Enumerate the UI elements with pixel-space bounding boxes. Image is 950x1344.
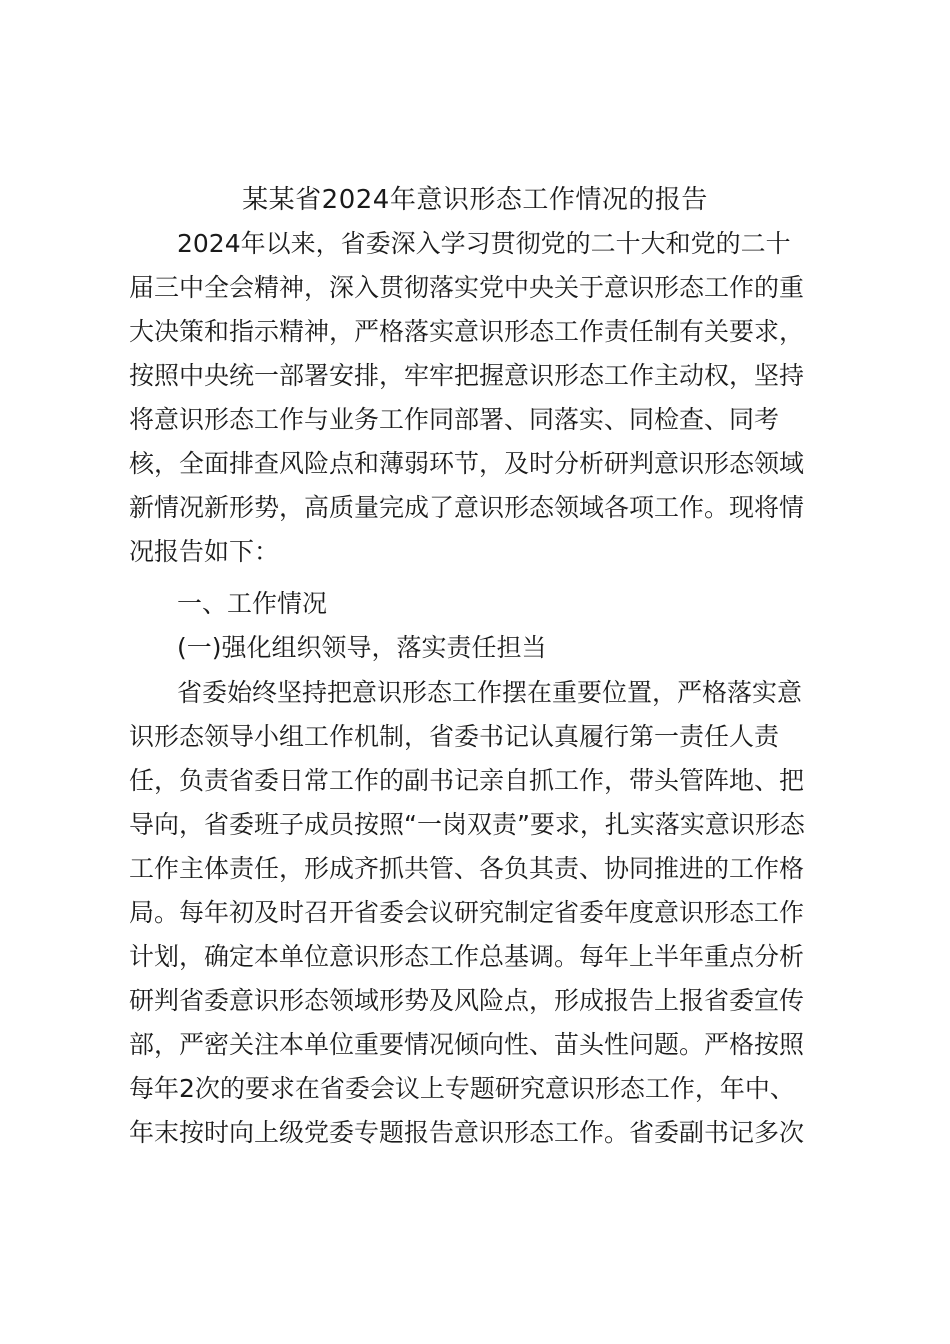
body-line-8: 况报告如下： <box>129 537 280 566</box>
body-line-1: 2024年以来，省委深入学习贯彻党的二十大和党的二十 <box>177 229 791 258</box>
body-line-6: 核，全面排查风险点和薄弱环节，及时分析研判意识形态领域 <box>129 449 805 478</box>
body-line-17: 计划，确定本单位意识形态工作总基调。每年上半年重点分析 <box>129 942 805 971</box>
body-line-12: 识形态领导小组工作机制，省委书记认真履行第一责任人责 <box>129 722 780 751</box>
body-line-4: 按照中央统一部署安排，牢牢把握意识形态工作主动权，坚持 <box>129 361 805 390</box>
section-heading: 一、工作情况 <box>177 589 328 618</box>
body-line-3: 大决策和指示精神，严格落实意识形态工作责任制有关要求， <box>129 317 805 346</box>
body-line-5: 将意识形态工作与业务工作同部署、同落实、同检查、同考 <box>129 405 780 434</box>
body-line-16: 局。每年初及时召开省委会议研究制定省委年度意识形态工作 <box>129 898 805 927</box>
document-title: 某某省2024年意识形态工作情况的报告 <box>242 185 708 215</box>
subsection-heading: (一)强化组织领导，落实责任担当 <box>177 633 547 662</box>
body-line-7: 新情况新形势，高质量完成了意识形态领域各项工作。现将情 <box>129 493 805 522</box>
body-line-21: 年末按时向上级党委专题报告意识形态工作。省委副书记多次 <box>129 1118 805 1147</box>
body-line-19: 部，严密关注本单位重要情况倾向性、苗头性问题。严格按照 <box>129 1030 805 1059</box>
body-line-2: 届三中全会精神，深入贯彻落实党中央关于意识形态工作的重 <box>129 273 805 302</box>
body-line-11: 省委始终坚持把意识形态工作摆在重要位置，严格落实意 <box>177 678 803 707</box>
body-line-18: 研判省委意识形态领域形势及风险点，形成报告上报省委宣传 <box>129 986 805 1015</box>
body-line-15: 工作主体责任，形成齐抓共管、各负其责、协同推进的工作格 <box>129 854 805 883</box>
body-line-13: 任，负责省委日常工作的副书记亲自抓工作，带头管阵地、把 <box>129 766 805 795</box>
body-line-14: 导向，省委班子成员按照“一岗双责”要求，扎实落实意识形态 <box>129 810 805 839</box>
body-line-20: 每年2次的要求在省委会议上专题研究意识形态工作，年中、 <box>129 1074 795 1103</box>
